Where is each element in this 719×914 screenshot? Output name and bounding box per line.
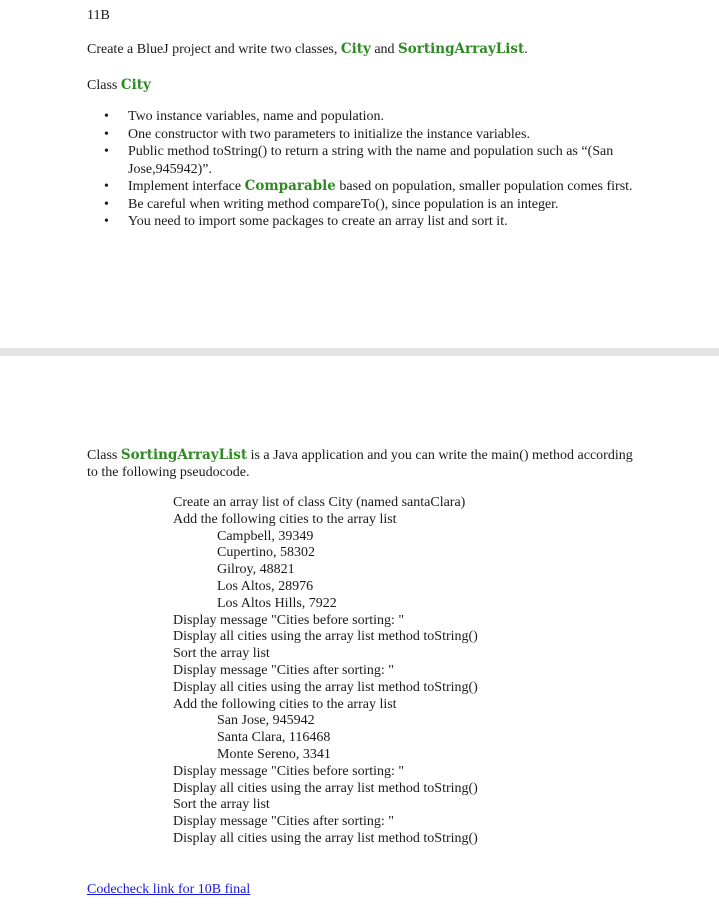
page-heading: 11B [87, 8, 110, 23]
sorting-section-paragraph [87, 447, 633, 481]
pseudocode-line: Display message "Cities after sorting: " [173, 662, 394, 678]
pseudocode-line: Santa Clara, 116468 [217, 730, 331, 746]
pseudocode-line: Los Altos Hills, 7922 [217, 595, 337, 611]
intro-paragraph [87, 41, 528, 58]
codecheck-link[interactable]: Codecheck link for 10B final [87, 882, 251, 897]
pseudocode-line: Display all cities using the array list method toString() [173, 679, 478, 695]
list-item: • Two instance variables, name and population. [104, 109, 384, 124]
sorting-desc-line2: to the following pseudocode. [87, 465, 250, 480]
sorting-class-name: SortingArrayList [120, 447, 248, 463]
pseudocode-line: Add the following cities to the array list [173, 696, 397, 712]
intro-prefix: Create a BlueJ project and write two classes, [87, 42, 341, 57]
bullet-icon: • [104, 179, 109, 194]
pseudocode-line: Display message "Cities before sorting: " [173, 612, 405, 628]
bullet-icon: • [104, 144, 109, 159]
pseudocode-line: Display all cities using the array list method toString() [173, 830, 478, 846]
list-item: • Implement interface Comparable based on population, smaller population comes first. [104, 178, 633, 194]
pseudocode-line: Los Altos, 28976 [217, 578, 314, 594]
city-class-name: City [120, 77, 151, 93]
city-section-heading [87, 77, 151, 94]
bullet-icon: • [104, 214, 109, 229]
list-item: • Public method toString() to return a string with the name and population such as “(San Jose,945942)”. [104, 144, 614, 177]
list-item: • One constructor with two parameters to initialize the instance variables. [104, 126, 530, 142]
pseudocode-line: Display message "Cities after sorting: " [173, 814, 394, 830]
bullet-icon: • [104, 109, 109, 124]
pseudocode-line: Gilroy, 48821 [217, 562, 295, 578]
list-item: • Be careful when writing method compareTo(), since population is an integer. [104, 196, 559, 212]
city-requirements-list [104, 108, 664, 231]
comparable-keyword: Comparable [244, 178, 336, 194]
pseudocode-line: Monte Sereno, 3341 [217, 746, 331, 762]
sorting-desc-line1: is a Java application and you can write the main() method according [247, 448, 633, 463]
sorting-label: Class [87, 448, 121, 463]
class-name-city: City [340, 41, 371, 57]
page-divider [0, 348, 719, 356]
pseudocode-line: Display all cities using the array list method toString() [173, 629, 478, 645]
pseudocode-line: Cupertino, 58302 [217, 545, 315, 561]
pseudocode-line: Display all cities using the array list method toString() [173, 780, 478, 796]
pseudocode-line: Campbell, 39349 [217, 528, 314, 544]
pseudocode-line: Display message "Cities before sorting: " [173, 763, 405, 779]
intro-suffix: . [524, 42, 528, 57]
pseudocode-line: San Jose, 945942 [217, 713, 315, 729]
list-item: • You need to import some packages to create an array list and sort it. [104, 214, 508, 229]
bullet-icon: • [104, 196, 109, 212]
pseudocode-line: Add the following cities to the array list [173, 511, 397, 527]
pseudocode-block [173, 495, 478, 848]
pseudocode-line: Sort the array list [173, 797, 270, 813]
intro-mid: and [370, 42, 399, 57]
city-label: Class [87, 78, 121, 93]
pseudocode-line: Sort the array list [173, 646, 270, 662]
pseudocode-line: Create an array list of class City (named santaClara) [173, 495, 466, 510]
bullet-icon: • [104, 126, 109, 142]
class-name-sorting: SortingArrayList [398, 41, 525, 57]
